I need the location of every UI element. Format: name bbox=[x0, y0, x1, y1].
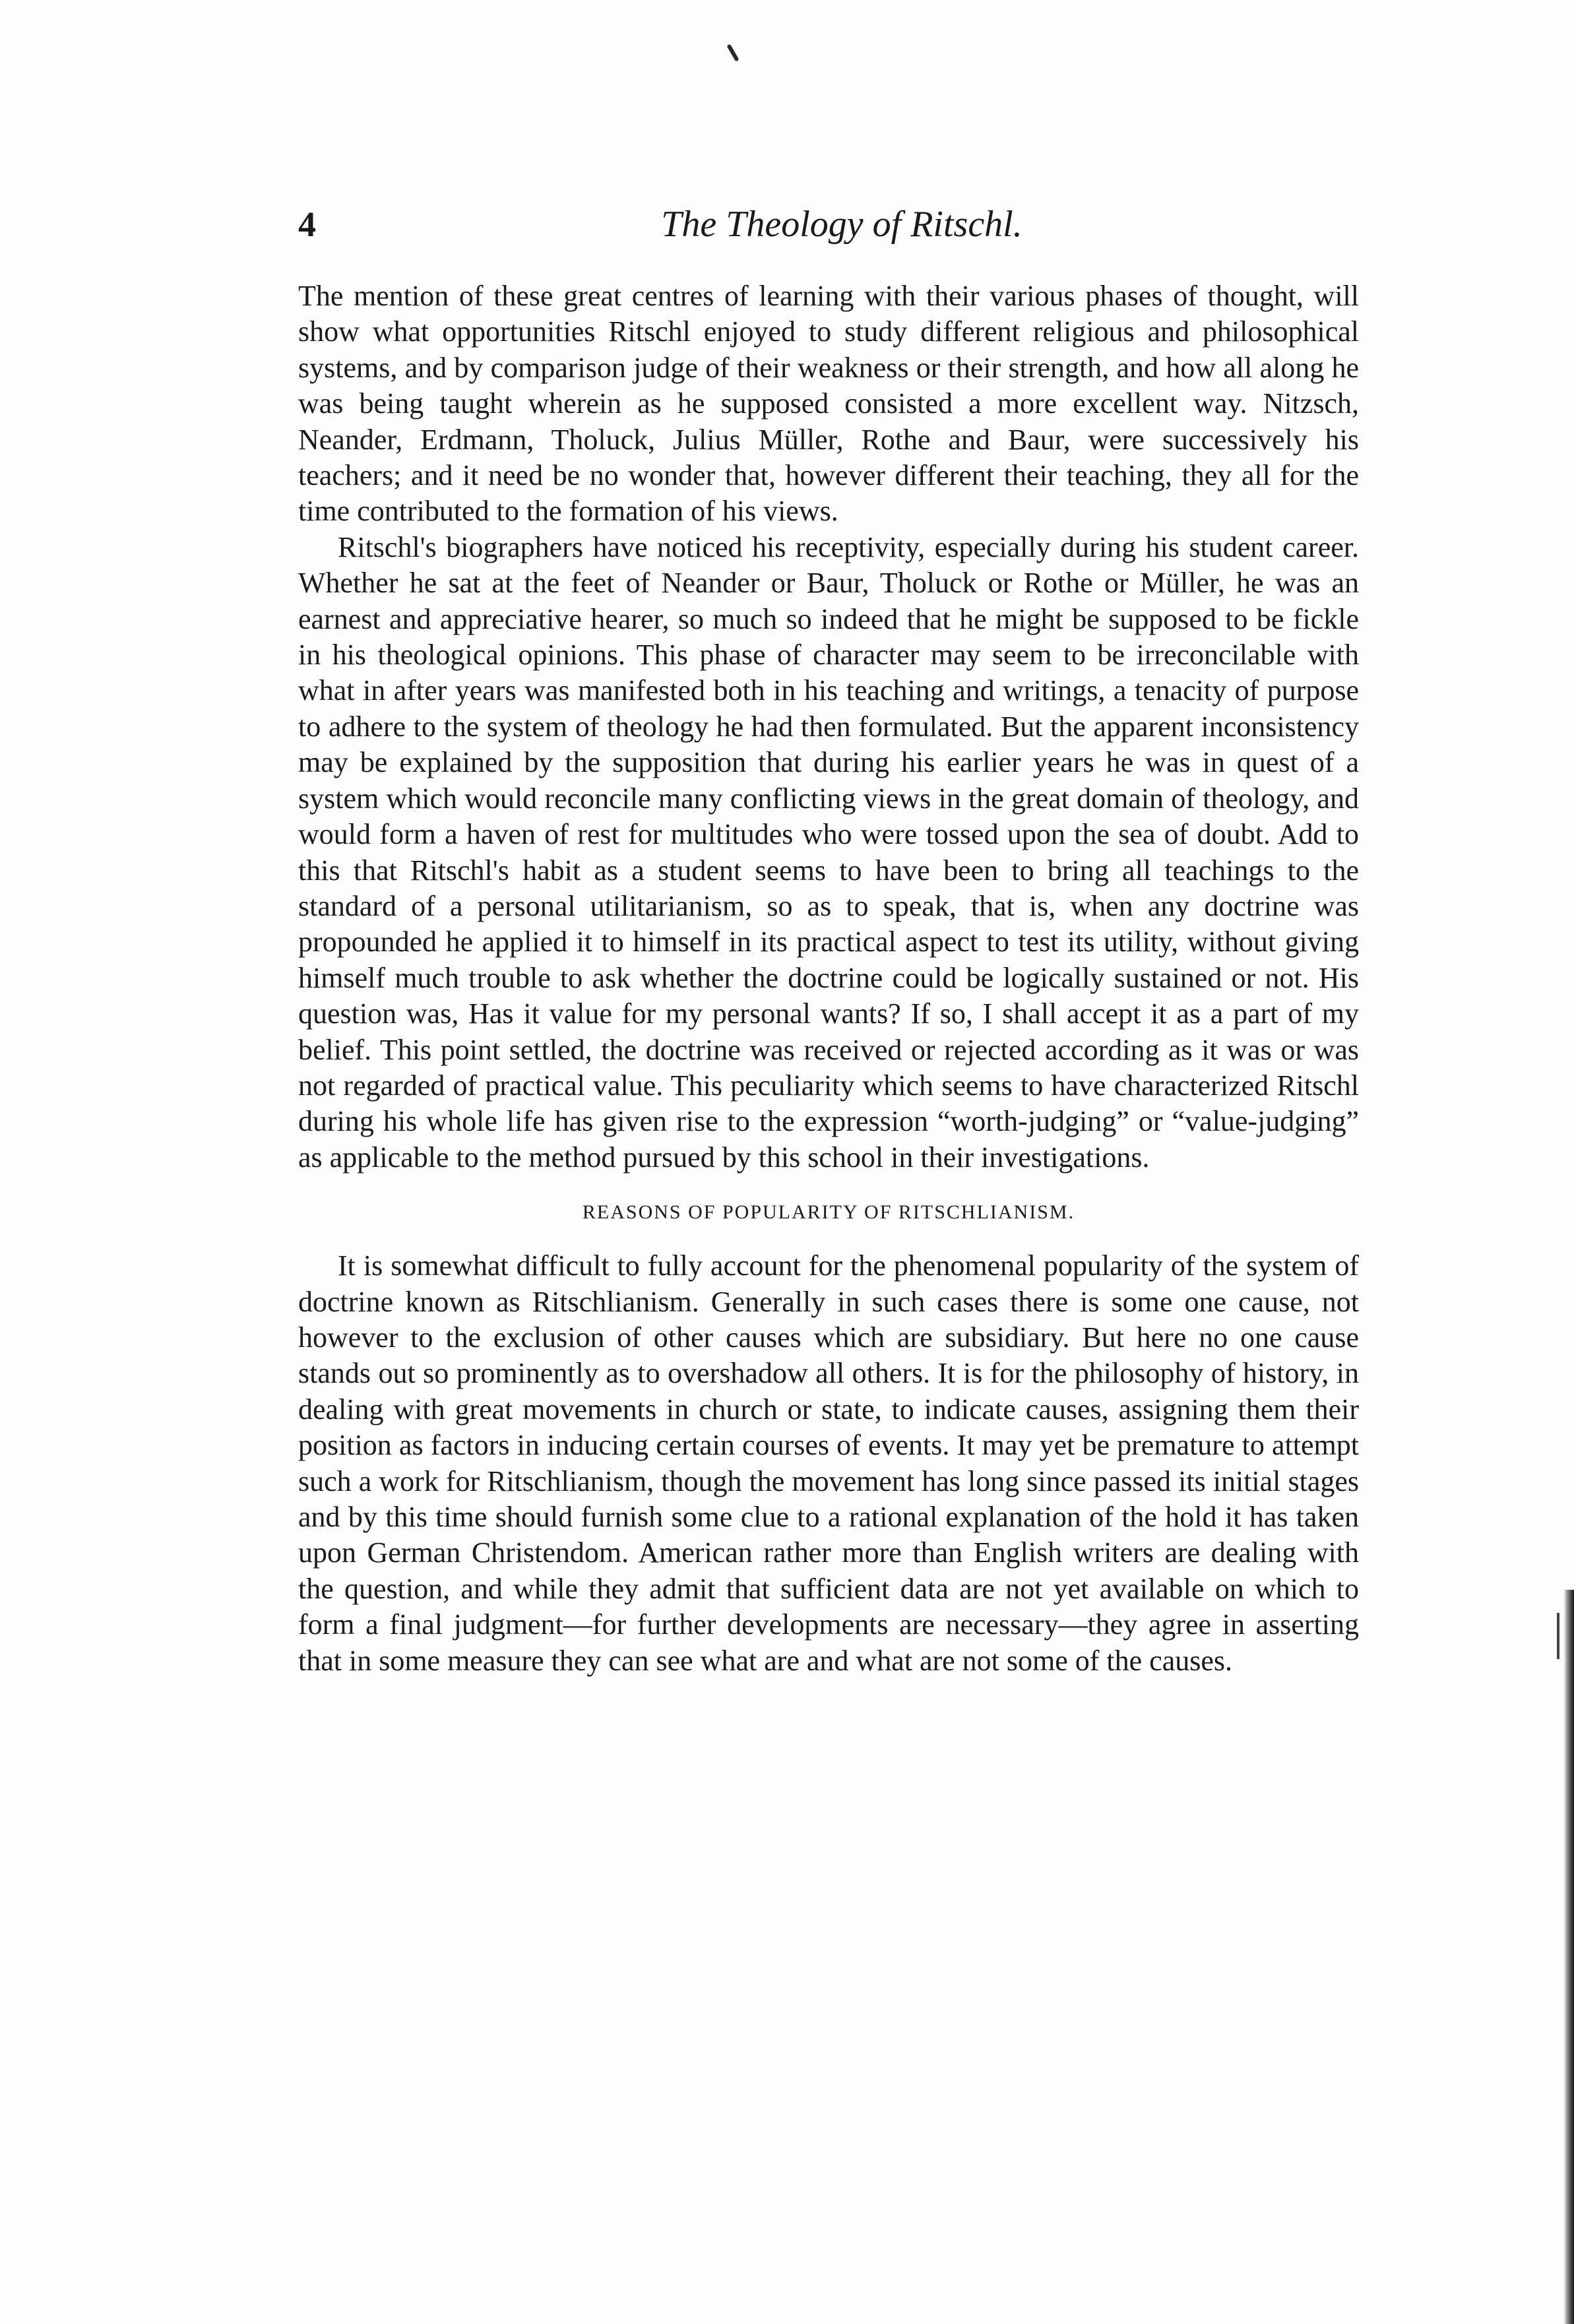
body-text bbox=[298, 278, 1359, 1679]
page-number: 4 bbox=[298, 204, 316, 244]
paragraph-2: Ritschl's biographers have noticed his receptivity, especially during his student career. Whether he sat at the feet of Neander or Baur, Tholuck or Rothe or Müller, he was an earnest and appreciative hearer, so much so indeed that he might be supposed to be fickle in his theological opinions. This phase of character may seem to be irreconcilable with what in after years was manifested both in his teaching and writings, a tenacity of purpose to adhere to the system of theology he had then formulated. But the apparent inconsistency may be explained by the supposition that during his earlier years he was in quest of a system which would reconcile many conflicting views in the great domain of theology, and would form a haven of rest for multitudes who were tossed upon the sea of doubt. Add to this that Ritschl's habit as a student seems to have been to bring all teachings to the standard of a personal utilitarianism, so as to speak, that is, when any doctrine was propounded he applied it to himself in its practical aspect to test its utility, without giving himself much trouble to ask whether the doctrine could be logically sustained or not. His question was, Has it value for my personal wants? If so, I shall accept it as a part of my belief. This point settled, the doctrine was received or rejected according as it was or was not regarded of practical value. This peculiarity which seems to have characterized Ritschl during his whole life has given rise to the expression “worth-judging” or “value-judging” as applicable to the method pursued by this school in their investigations. bbox=[298, 530, 1359, 1174]
section-heading: REASONS OF POPULARITY OF RITSCHLIANISM. bbox=[582, 1201, 1075, 1224]
edge-mark bbox=[1557, 1613, 1559, 1659]
ink-speck bbox=[726, 44, 739, 61]
page-header bbox=[298, 198, 1359, 251]
paragraph-1: The mention of these great centres of learning with their various phases of thought, will show what opportunities Ritschl enjoyed to study different religious and philosophical systems, and by comparison judge of their weakness or their strength, and how all along he was being taught wherein as he supposed consisted a more excellent way. Nitzsch, Neander, Erdmann, Tholuck, Julius Müller, Rothe and Baur, were successively his teachers; and it need be no wonder that, however different their teaching, they all for the time contributed to the formation of his views. bbox=[298, 280, 1359, 528]
running-title: The Theology of Ritschl. bbox=[661, 204, 1023, 245]
paragraph-3: It is somewhat difficult to fully account for the phenomenal popularity of the system of doctrine known as Ritschlianism. Generally in such cases there is some one cause, not however to the exclusion of other causes which are subsidiary. But here no one cause stands out so prominently as to overshadow all others. It is for the philosophy of history, in dealing with great movements in church or state, to indicate causes, assigning them their position as factors in inducing certain courses of events. It may yet be premature to attempt such a work for Ritschlianism, though the movement has long since passed its initial stages and by this time should furnish some clue to a rational explanation of the hold it has taken upon German Christendom. American rather more than English writers are dealing with the question, and while they admit that sufficient data are not yet available on which to form a final judgment—for further developments are necessary—they agree in asserting that in some measure they can see what are and what are not some of the causes. bbox=[298, 1249, 1359, 1677]
page-edge-shadow bbox=[1563, 1590, 1574, 2324]
